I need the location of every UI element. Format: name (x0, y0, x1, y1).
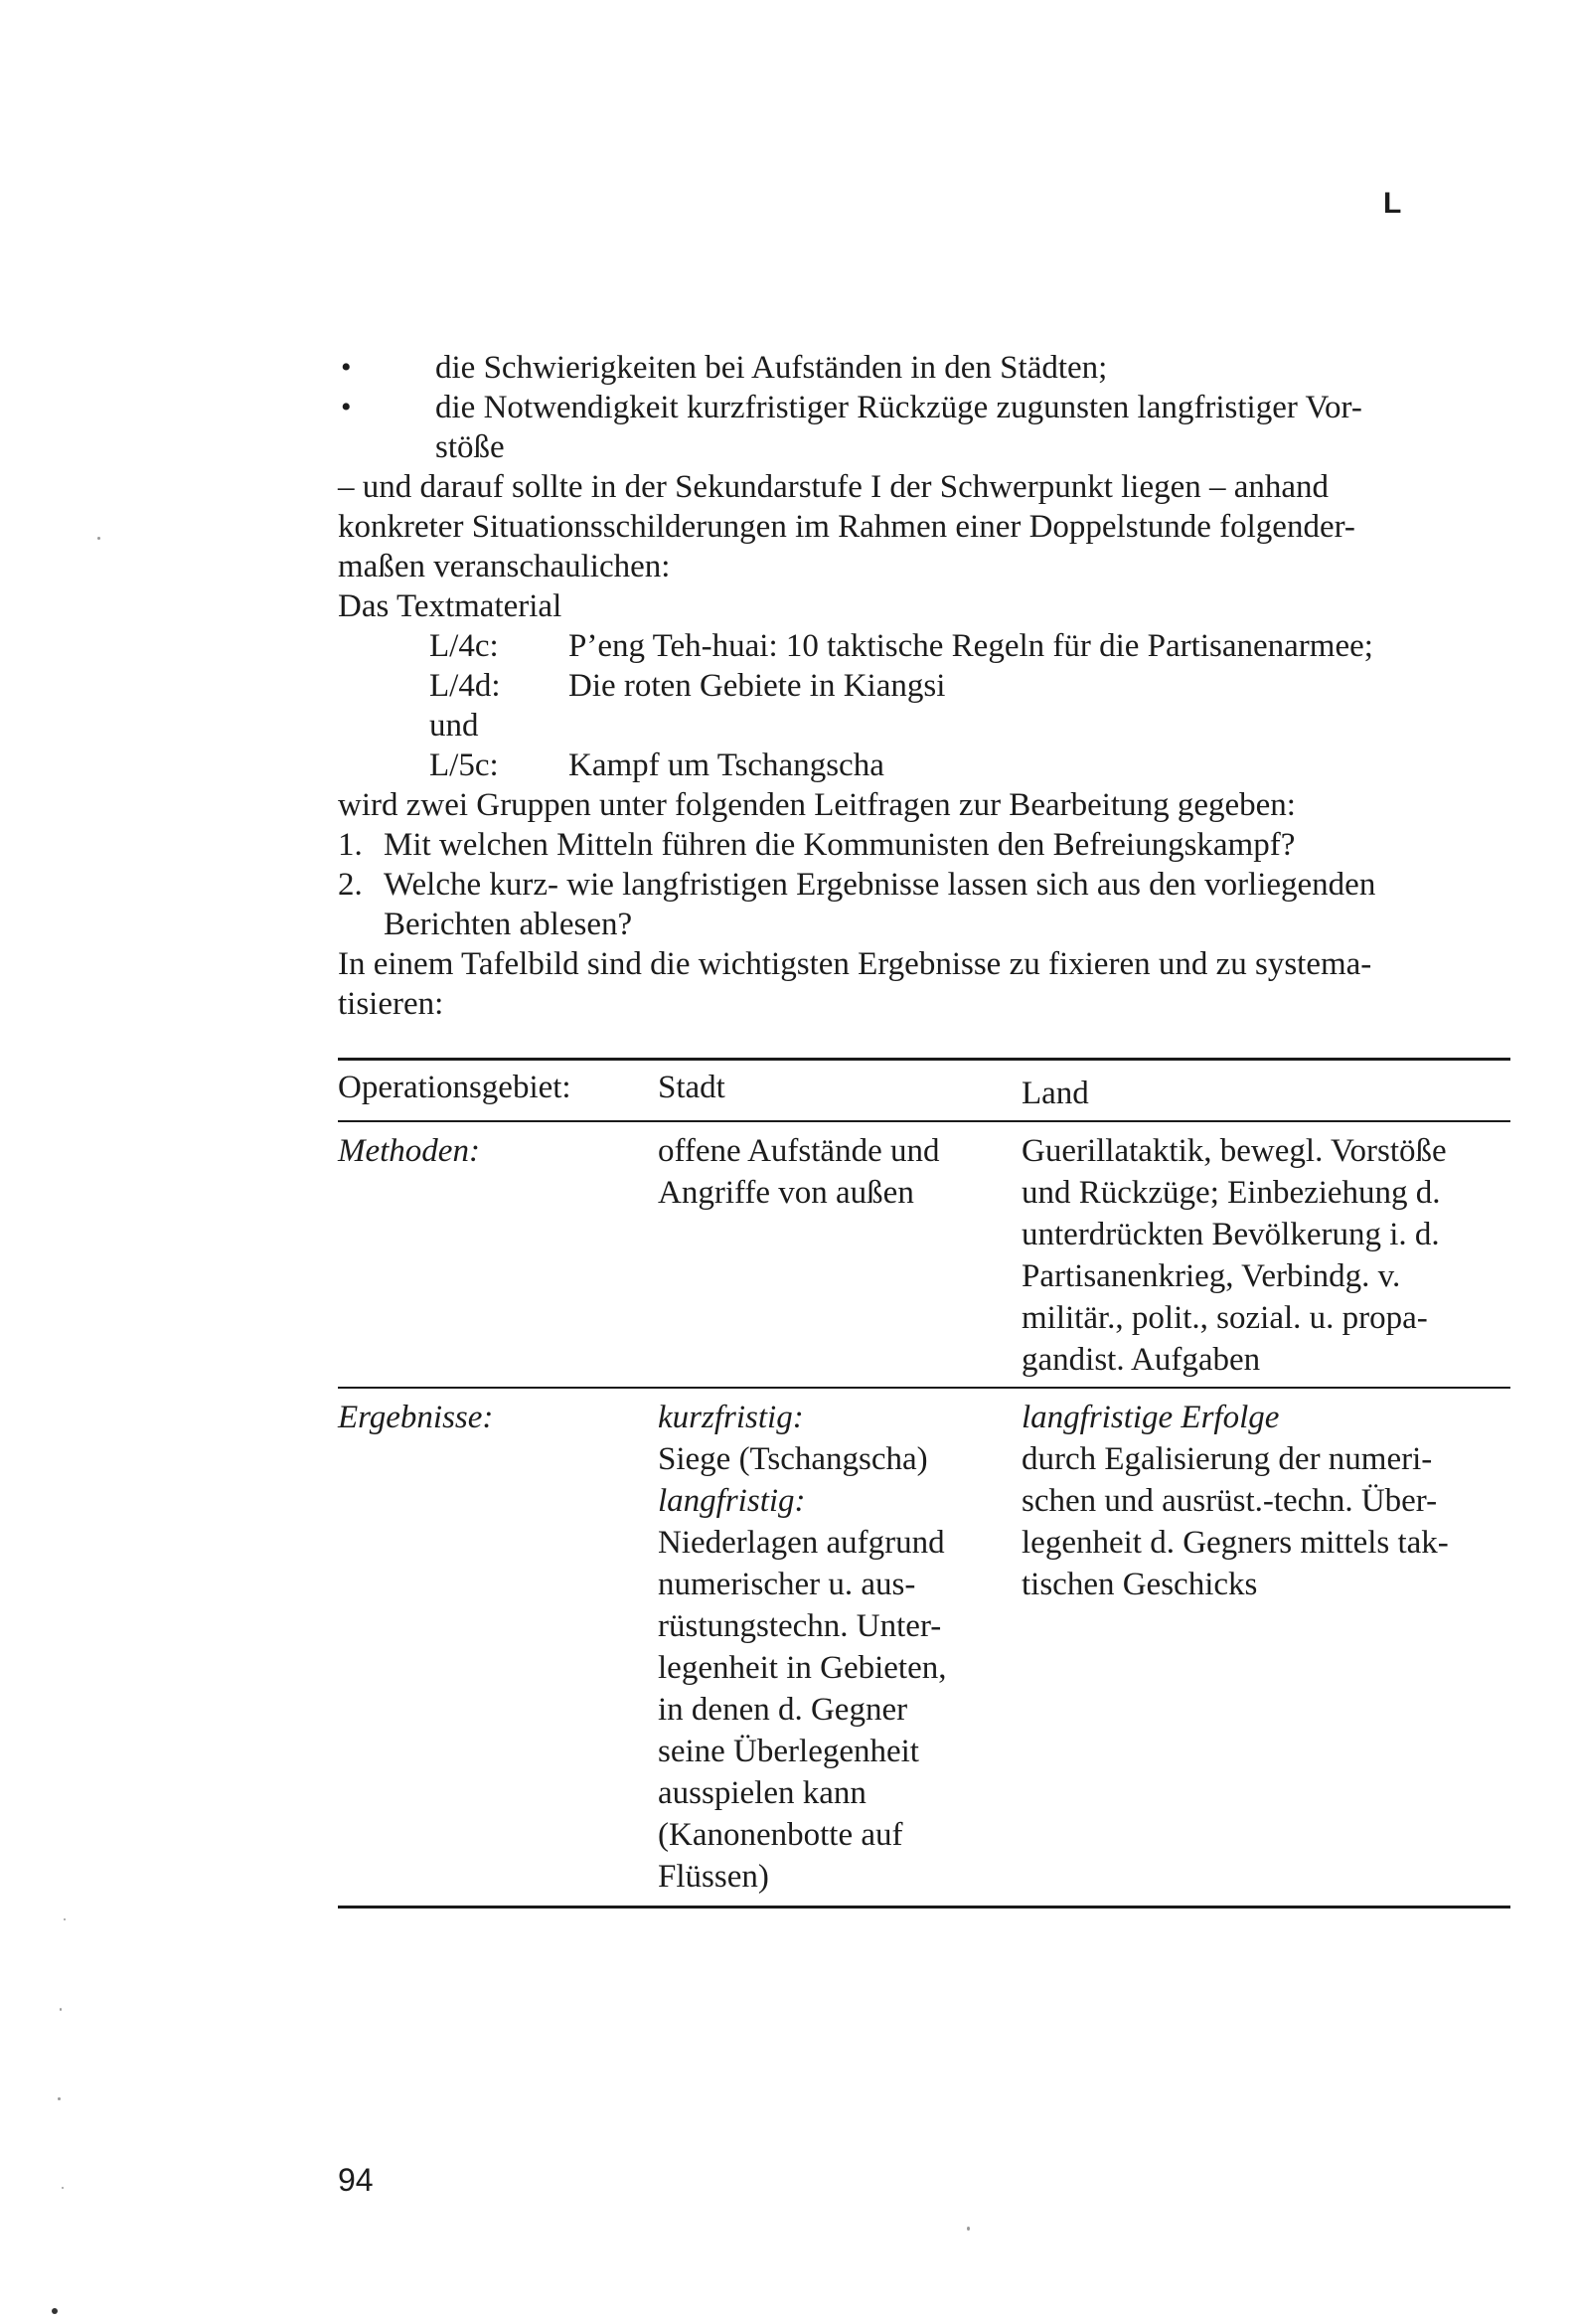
cell-line: Angriffe von außen (658, 1175, 914, 1211)
scan-speck (62, 2187, 64, 2189)
bullet-dot-icon: • (341, 391, 352, 423)
bullet-text-line: stöße (435, 429, 505, 465)
methoden-land-cell (1022, 1130, 1510, 1381)
cell-line: militär., polit., sozial. u. propa- (1022, 1300, 1428, 1336)
paragraph-line: maßen veranschaulichen: (338, 549, 671, 584)
reference-item (338, 666, 1510, 706)
row-label-methoden: Methoden: (338, 1133, 480, 1169)
bullet-item (338, 388, 1510, 467)
reference-title: Kampf um Tschangscha (568, 747, 884, 783)
cell-line: offene Aufstände und (658, 1133, 940, 1169)
table-header-row (338, 1061, 1510, 1120)
paragraph-line: – und darauf sollte in der Sekundarstufe I der Schwerpunkt liegen – anhand (338, 469, 1330, 505)
cell-line: (Kanonenbotte auf (658, 1817, 903, 1853)
kurzfristig-label: kurzfristig: (658, 1400, 804, 1435)
question-text-line: Berichten ablesen? (384, 907, 633, 942)
question-number: 2. (338, 867, 363, 903)
langfristig-label: langfristig: (658, 1483, 806, 1519)
reference-code: L/4d: (429, 668, 501, 704)
question-text: Mit welchen Mitteln führen die Kommunisten den Befreiungskampf? (384, 827, 1296, 863)
cell-line: und Rückzüge; Einbeziehung d. (1022, 1175, 1441, 1211)
scan-speck (97, 537, 100, 540)
table-bottom-rule (338, 1906, 1510, 1909)
question-number: 1. (338, 827, 363, 863)
textmaterial-intro: Das Textmaterial (338, 588, 562, 624)
cell-line: Guerillataktik, bewegl. Vorstöße (1022, 1133, 1447, 1169)
langfristige-erfolge-label: langfristige Erfolge (1022, 1400, 1280, 1435)
ergebnisse-stadt-cell (658, 1397, 1022, 1898)
tafelbild-paragraph (338, 944, 1510, 1024)
cell-line: schen und ausrüst.-techn. Über- (1022, 1483, 1438, 1519)
cell-line: gandist. Aufgaben (1022, 1342, 1261, 1378)
ergebnisse-land-cell (1022, 1397, 1510, 1898)
reference-code: L/4c: (429, 628, 499, 664)
cell-line: unterdrückten Bevölkerung i. d. (1022, 1217, 1440, 1252)
methoden-stadt-cell (658, 1130, 1022, 1381)
cell-line: numerischer u. aus- (658, 1567, 916, 1602)
paragraph-line: konkreter Situationsschilderungen im Rahmen einer Doppelstunde folgender- (338, 509, 1355, 545)
cell-line: in denen d. Gegner (658, 1692, 908, 1728)
tafelbild-table (338, 1058, 1510, 1909)
cell-line: Partisanenkrieg, Verbindg. v. (1022, 1258, 1401, 1294)
reference-item (338, 746, 1510, 785)
cell-line: ausspielen kann (658, 1775, 867, 1811)
groups-line: wird zwei Gruppen unter folgenden Leitfragen zur Bearbeitung gegeben: (338, 787, 1296, 823)
question-item (338, 825, 1510, 865)
cell-line: legenheit d. Gegners mittels tak- (1022, 1525, 1449, 1561)
question-text (384, 865, 1510, 944)
reference-code: L/5c: (429, 747, 499, 783)
cell-line: Niederlagen aufgrund (658, 1525, 945, 1561)
scan-speck (60, 2008, 62, 2011)
question-item (338, 865, 1510, 944)
bullet-text-line: die Notwendigkeit kurzfristiger Rückzüge zugunsten langfristiger Vor- (435, 390, 1362, 425)
paragraph-line: tisieren: (338, 986, 444, 1022)
reference-item (338, 626, 1510, 666)
header-operationsgebiet: Operationsgebiet: (338, 1070, 571, 1105)
page-content (338, 348, 1510, 1909)
bullet-item (338, 348, 1510, 388)
bullet-text: die Schwierigkeiten bei Aufständen in den Städten; (435, 350, 1108, 386)
cell-line: rüstungstechn. Unter- (658, 1608, 942, 1644)
cell-line: tischen Geschicks (1022, 1567, 1258, 1602)
scan-speck (58, 2097, 61, 2100)
cell-line: legenheit in Gebieten, (658, 1650, 947, 1686)
bullet-dot-icon: • (341, 351, 352, 384)
question-text-line: Welche kurz- wie langfristigen Ergebnisse lassen sich aus den vorliegenden (384, 867, 1376, 903)
scan-speck (52, 2308, 58, 2314)
reference-title: P’eng Teh-huai: 10 taktische Regeln für die Partisanenarmee; (568, 628, 1373, 664)
bullet-text (435, 388, 1510, 467)
corner-section-letter: L (1383, 187, 1402, 220)
header-stadt: Stadt (658, 1070, 725, 1105)
row-label-ergebnisse: Ergebnisse: (338, 1400, 494, 1435)
header-land: Land (1022, 1076, 1089, 1111)
scan-speck (64, 1918, 66, 1920)
cell-line: Siege (Tschangscha) (658, 1441, 928, 1477)
cell-line: durch Egalisierung der numeri- (1022, 1441, 1433, 1477)
reference-conjunction: und (429, 708, 479, 744)
cell-line: Flüssen) (658, 1859, 769, 1895)
table-row-methoden (338, 1122, 1510, 1387)
scan-speck (967, 2227, 970, 2231)
paragraph-line: In einem Tafelbild sind die wichtigsten Ergebnisse zu fixieren und zu systema- (338, 946, 1372, 982)
table-row-ergebnisse (338, 1389, 1510, 1906)
page-number: 94 (338, 2162, 374, 2198)
reference-title: Die roten Gebiete in Kiangsi (568, 668, 946, 704)
cell-line: seine Überlegenheit (658, 1734, 919, 1769)
body-paragraph (338, 467, 1510, 626)
